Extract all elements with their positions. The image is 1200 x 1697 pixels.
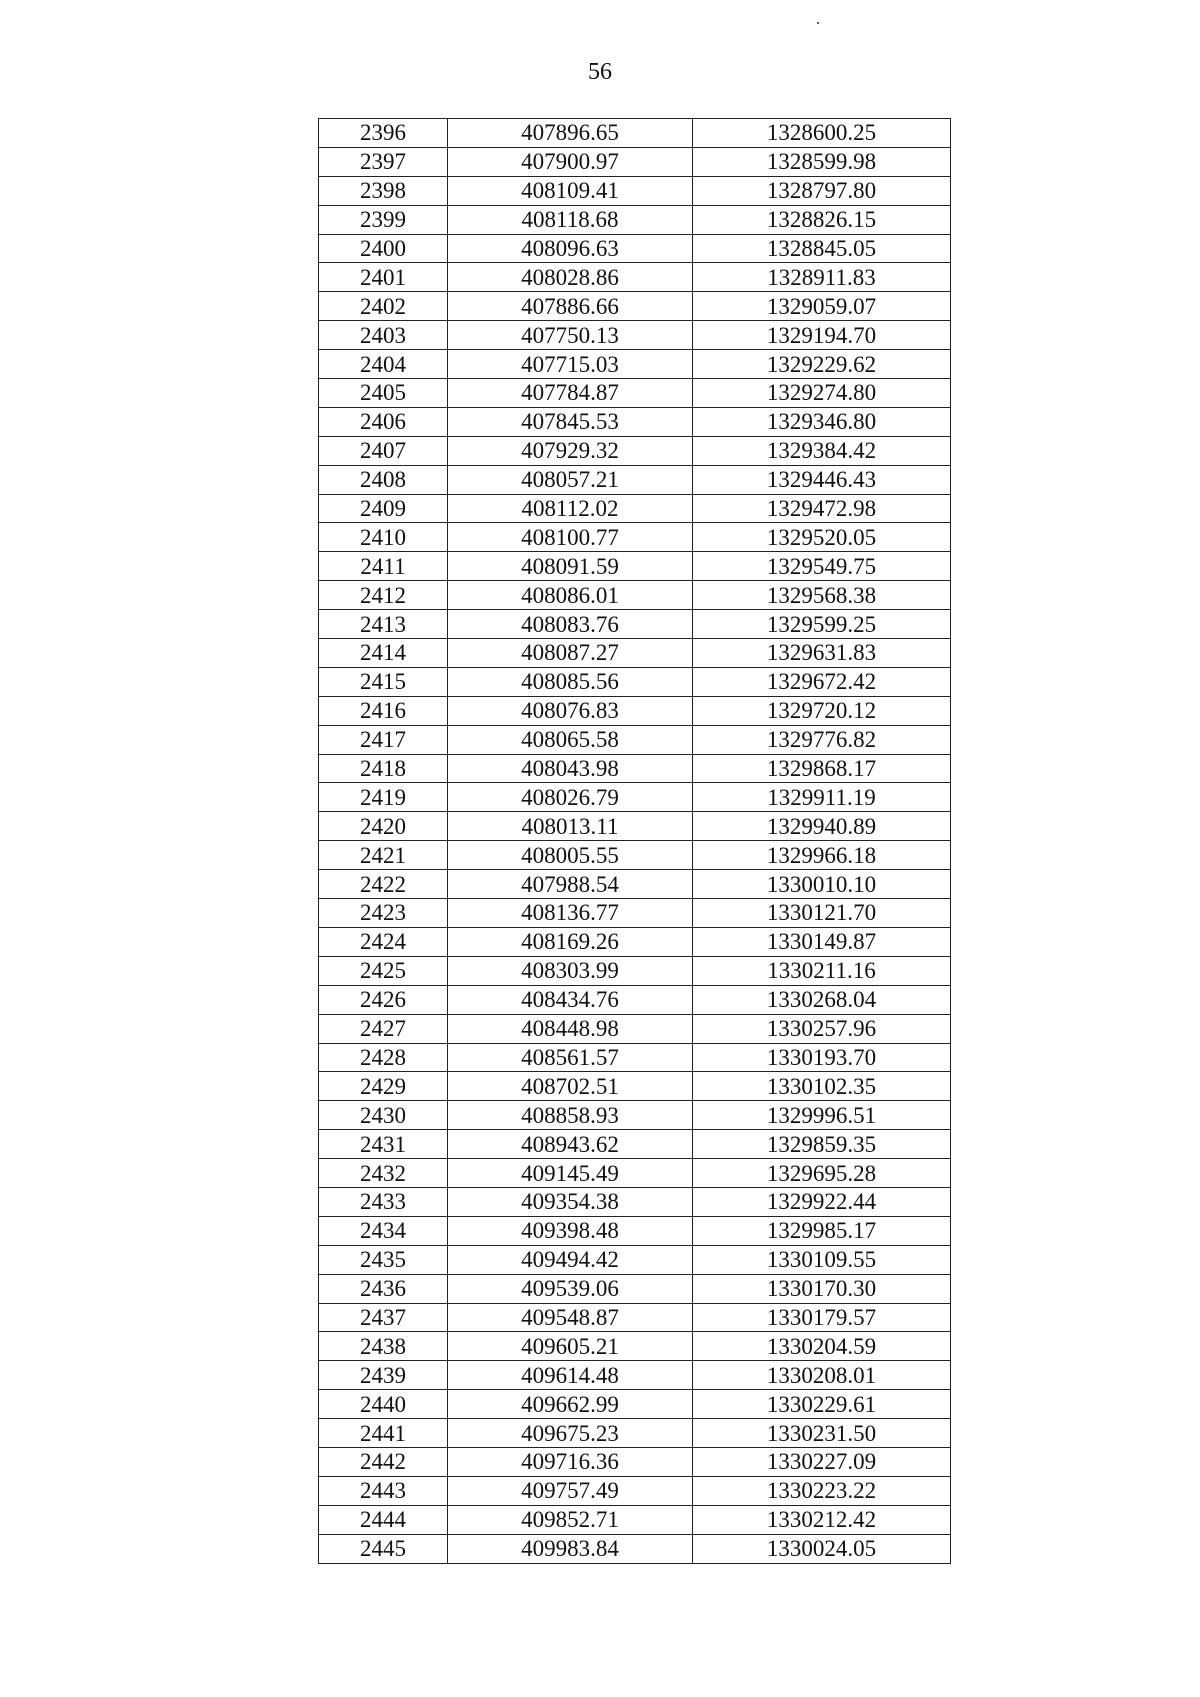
x-coordinate-cell: 408100.77 (448, 523, 693, 552)
point-number-cell: 2398 (319, 176, 448, 205)
point-number-cell: 2399 (319, 205, 448, 234)
y-coordinate-cell: 1330257.96 (693, 1014, 951, 1043)
table-row (319, 581, 951, 610)
y-coordinate-cell: 1329922.44 (693, 1187, 951, 1216)
x-coordinate-cell: 408096.63 (448, 234, 693, 263)
point-number-cell: 2427 (319, 1014, 448, 1043)
point-number-cell: 2430 (319, 1101, 448, 1130)
table-row (319, 1274, 951, 1303)
x-coordinate-cell: 407845.53 (448, 407, 693, 436)
x-coordinate-cell: 408448.98 (448, 1014, 693, 1043)
y-coordinate-cell: 1330208.01 (693, 1361, 951, 1390)
table-row (319, 870, 951, 899)
table-row (319, 205, 951, 234)
table-row (319, 119, 951, 148)
y-coordinate-cell: 1330229.61 (693, 1390, 951, 1419)
y-coordinate-cell: 1328911.83 (693, 263, 951, 292)
y-coordinate-cell: 1329229.62 (693, 350, 951, 379)
y-coordinate-cell: 1330211.16 (693, 956, 951, 985)
table-row (319, 147, 951, 176)
y-coordinate-cell: 1329631.83 (693, 639, 951, 668)
point-number-cell: 2400 (319, 234, 448, 263)
y-coordinate-cell: 1330212.42 (693, 1505, 951, 1534)
x-coordinate-cell: 408005.55 (448, 841, 693, 870)
y-coordinate-cell: 1329868.17 (693, 754, 951, 783)
y-coordinate-cell: 1329966.18 (693, 841, 951, 870)
x-coordinate-cell: 407988.54 (448, 870, 693, 899)
table-row (319, 1476, 951, 1505)
y-coordinate-cell: 1330268.04 (693, 985, 951, 1014)
x-coordinate-cell: 408086.01 (448, 581, 693, 610)
y-coordinate-cell: 1330121.70 (693, 899, 951, 928)
table-row (319, 1043, 951, 1072)
x-coordinate-cell: 408112.02 (448, 494, 693, 523)
table-row (319, 985, 951, 1014)
y-coordinate-cell: 1330102.35 (693, 1072, 951, 1101)
table-row (319, 610, 951, 639)
point-number-cell: 2438 (319, 1332, 448, 1361)
x-coordinate-cell: 407715.03 (448, 350, 693, 379)
scan-speck (817, 22, 819, 24)
point-number-cell: 2428 (319, 1043, 448, 1072)
point-number-cell: 2444 (319, 1505, 448, 1534)
x-coordinate-cell: 407750.13 (448, 321, 693, 350)
point-number-cell: 2415 (319, 667, 448, 696)
table-row (319, 783, 951, 812)
x-coordinate-cell: 409757.49 (448, 1476, 693, 1505)
table-row (319, 1187, 951, 1216)
table-row (319, 639, 951, 668)
point-number-cell: 2411 (319, 552, 448, 581)
point-number-cell: 2413 (319, 610, 448, 639)
y-coordinate-cell: 1329194.70 (693, 321, 951, 350)
x-coordinate-cell: 408013.11 (448, 812, 693, 841)
x-coordinate-cell: 407886.66 (448, 292, 693, 321)
x-coordinate-cell: 408561.57 (448, 1043, 693, 1072)
x-coordinate-cell: 409494.42 (448, 1245, 693, 1274)
x-coordinate-cell: 409675.23 (448, 1419, 693, 1448)
y-coordinate-cell: 1329446.43 (693, 465, 951, 494)
y-coordinate-cell: 1330170.30 (693, 1274, 951, 1303)
point-number-cell: 2425 (319, 956, 448, 985)
point-number-cell: 2409 (319, 494, 448, 523)
table-row (319, 234, 951, 263)
x-coordinate-cell: 407929.32 (448, 436, 693, 465)
point-number-cell: 2402 (319, 292, 448, 321)
x-coordinate-cell: 408085.56 (448, 667, 693, 696)
x-coordinate-cell: 407900.97 (448, 147, 693, 176)
y-coordinate-cell: 1328599.98 (693, 147, 951, 176)
table-row (319, 754, 951, 783)
table-row (319, 1390, 951, 1419)
point-number-cell: 2437 (319, 1303, 448, 1332)
table-row (319, 494, 951, 523)
x-coordinate-cell: 409354.38 (448, 1187, 693, 1216)
x-coordinate-cell: 409548.87 (448, 1303, 693, 1332)
x-coordinate-cell: 408091.59 (448, 552, 693, 581)
coordinates-table-body (319, 119, 951, 1564)
x-coordinate-cell: 409662.99 (448, 1390, 693, 1419)
table-row (319, 956, 951, 985)
y-coordinate-cell: 1330193.70 (693, 1043, 951, 1072)
y-coordinate-cell: 1328797.80 (693, 176, 951, 205)
x-coordinate-cell: 408076.83 (448, 696, 693, 725)
y-coordinate-cell: 1329672.42 (693, 667, 951, 696)
x-coordinate-cell: 409614.48 (448, 1361, 693, 1390)
point-number-cell: 2432 (319, 1159, 448, 1188)
y-coordinate-cell: 1330179.57 (693, 1303, 951, 1332)
point-number-cell: 2407 (319, 436, 448, 465)
point-number-cell: 2404 (319, 350, 448, 379)
point-number-cell: 2442 (319, 1447, 448, 1476)
table-row (319, 321, 951, 350)
point-number-cell: 2419 (319, 783, 448, 812)
x-coordinate-cell: 409539.06 (448, 1274, 693, 1303)
x-coordinate-cell: 408136.77 (448, 899, 693, 928)
y-coordinate-cell: 1329911.19 (693, 783, 951, 812)
page-number: 56 (588, 59, 612, 85)
y-coordinate-cell: 1330204.59 (693, 1332, 951, 1361)
point-number-cell: 2421 (319, 841, 448, 870)
x-coordinate-cell: 408303.99 (448, 956, 693, 985)
table-row (319, 1505, 951, 1534)
point-number-cell: 2418 (319, 754, 448, 783)
point-number-cell: 2401 (319, 263, 448, 292)
y-coordinate-cell: 1329599.25 (693, 610, 951, 639)
point-number-cell: 2406 (319, 407, 448, 436)
point-number-cell: 2408 (319, 465, 448, 494)
y-coordinate-cell: 1329720.12 (693, 696, 951, 725)
y-coordinate-cell: 1329472.98 (693, 494, 951, 523)
table-row (319, 176, 951, 205)
point-number-cell: 2424 (319, 927, 448, 956)
y-coordinate-cell: 1328600.25 (693, 119, 951, 148)
table-row (319, 1303, 951, 1332)
y-coordinate-cell: 1329520.05 (693, 523, 951, 552)
x-coordinate-cell: 408118.68 (448, 205, 693, 234)
x-coordinate-cell: 408858.93 (448, 1101, 693, 1130)
x-coordinate-cell: 409716.36 (448, 1447, 693, 1476)
x-coordinate-cell: 408065.58 (448, 725, 693, 754)
x-coordinate-cell: 408943.62 (448, 1130, 693, 1159)
point-number-cell: 2431 (319, 1130, 448, 1159)
x-coordinate-cell: 409398.48 (448, 1216, 693, 1245)
x-coordinate-cell: 409145.49 (448, 1159, 693, 1188)
point-number-cell: 2436 (319, 1274, 448, 1303)
x-coordinate-cell: 408434.76 (448, 985, 693, 1014)
table-row (319, 436, 951, 465)
point-number-cell: 2423 (319, 899, 448, 928)
table-row (319, 523, 951, 552)
x-coordinate-cell: 407896.65 (448, 119, 693, 148)
y-coordinate-cell: 1329346.80 (693, 407, 951, 436)
y-coordinate-cell: 1329996.51 (693, 1101, 951, 1130)
coordinates-table (318, 118, 951, 1564)
x-coordinate-cell: 409852.71 (448, 1505, 693, 1534)
y-coordinate-cell: 1330149.87 (693, 927, 951, 956)
point-number-cell: 2426 (319, 985, 448, 1014)
table-row (319, 292, 951, 321)
x-coordinate-cell: 408028.86 (448, 263, 693, 292)
x-coordinate-cell: 409983.84 (448, 1534, 693, 1563)
table-row (319, 1159, 951, 1188)
y-coordinate-cell: 1330010.10 (693, 870, 951, 899)
point-number-cell: 2416 (319, 696, 448, 725)
table-row (319, 350, 951, 379)
point-number-cell: 2403 (319, 321, 448, 350)
table-row (319, 465, 951, 494)
table-row (319, 1332, 951, 1361)
table-row (319, 1534, 951, 1563)
y-coordinate-cell: 1329549.75 (693, 552, 951, 581)
point-number-cell: 2434 (319, 1216, 448, 1245)
table-row (319, 1072, 951, 1101)
x-coordinate-cell: 408702.51 (448, 1072, 693, 1101)
y-coordinate-cell: 1329274.80 (693, 379, 951, 408)
table-row (319, 552, 951, 581)
x-coordinate-cell: 408026.79 (448, 783, 693, 812)
x-coordinate-cell: 408083.76 (448, 610, 693, 639)
y-coordinate-cell: 1330231.50 (693, 1419, 951, 1448)
point-number-cell: 2414 (319, 639, 448, 668)
point-number-cell: 2405 (319, 379, 448, 408)
point-number-cell: 2410 (319, 523, 448, 552)
y-coordinate-cell: 1330223.22 (693, 1476, 951, 1505)
y-coordinate-cell: 1329859.35 (693, 1130, 951, 1159)
table-row (319, 841, 951, 870)
x-coordinate-cell: 408043.98 (448, 754, 693, 783)
x-coordinate-cell: 407784.87 (448, 379, 693, 408)
point-number-cell: 2429 (319, 1072, 448, 1101)
table-row (319, 263, 951, 292)
y-coordinate-cell: 1329059.07 (693, 292, 951, 321)
point-number-cell: 2440 (319, 1390, 448, 1419)
point-number-cell: 2420 (319, 812, 448, 841)
point-number-cell: 2445 (319, 1534, 448, 1563)
point-number-cell: 2422 (319, 870, 448, 899)
table-row (319, 407, 951, 436)
table-row (319, 1216, 951, 1245)
table-row (319, 1419, 951, 1448)
table-row (319, 1361, 951, 1390)
x-coordinate-cell: 408057.21 (448, 465, 693, 494)
y-coordinate-cell: 1328826.15 (693, 205, 951, 234)
y-coordinate-cell: 1330109.55 (693, 1245, 951, 1274)
table-row (319, 899, 951, 928)
x-coordinate-cell: 408109.41 (448, 176, 693, 205)
table-row (319, 812, 951, 841)
table-row (319, 1245, 951, 1274)
y-coordinate-cell: 1329695.28 (693, 1159, 951, 1188)
y-coordinate-cell: 1329985.17 (693, 1216, 951, 1245)
y-coordinate-cell: 1330227.09 (693, 1447, 951, 1476)
y-coordinate-cell: 1329384.42 (693, 436, 951, 465)
point-number-cell: 2412 (319, 581, 448, 610)
point-number-cell: 2396 (319, 119, 448, 148)
table-row (319, 667, 951, 696)
x-coordinate-cell: 408169.26 (448, 927, 693, 956)
table-row (319, 1101, 951, 1130)
point-number-cell: 2417 (319, 725, 448, 754)
table-row (319, 927, 951, 956)
point-number-cell: 2435 (319, 1245, 448, 1274)
point-number-cell: 2397 (319, 147, 448, 176)
table-row (319, 1130, 951, 1159)
y-coordinate-cell: 1328845.05 (693, 234, 951, 263)
y-coordinate-cell: 1329940.89 (693, 812, 951, 841)
point-number-cell: 2441 (319, 1419, 448, 1448)
table-row (319, 696, 951, 725)
table-row (319, 725, 951, 754)
point-number-cell: 2433 (319, 1187, 448, 1216)
table-row (319, 1447, 951, 1476)
x-coordinate-cell: 408087.27 (448, 639, 693, 668)
y-coordinate-cell: 1330024.05 (693, 1534, 951, 1563)
point-number-cell: 2443 (319, 1476, 448, 1505)
y-coordinate-cell: 1329568.38 (693, 581, 951, 610)
table-row (319, 379, 951, 408)
table-row (319, 1014, 951, 1043)
x-coordinate-cell: 409605.21 (448, 1332, 693, 1361)
point-number-cell: 2439 (319, 1361, 448, 1390)
y-coordinate-cell: 1329776.82 (693, 725, 951, 754)
